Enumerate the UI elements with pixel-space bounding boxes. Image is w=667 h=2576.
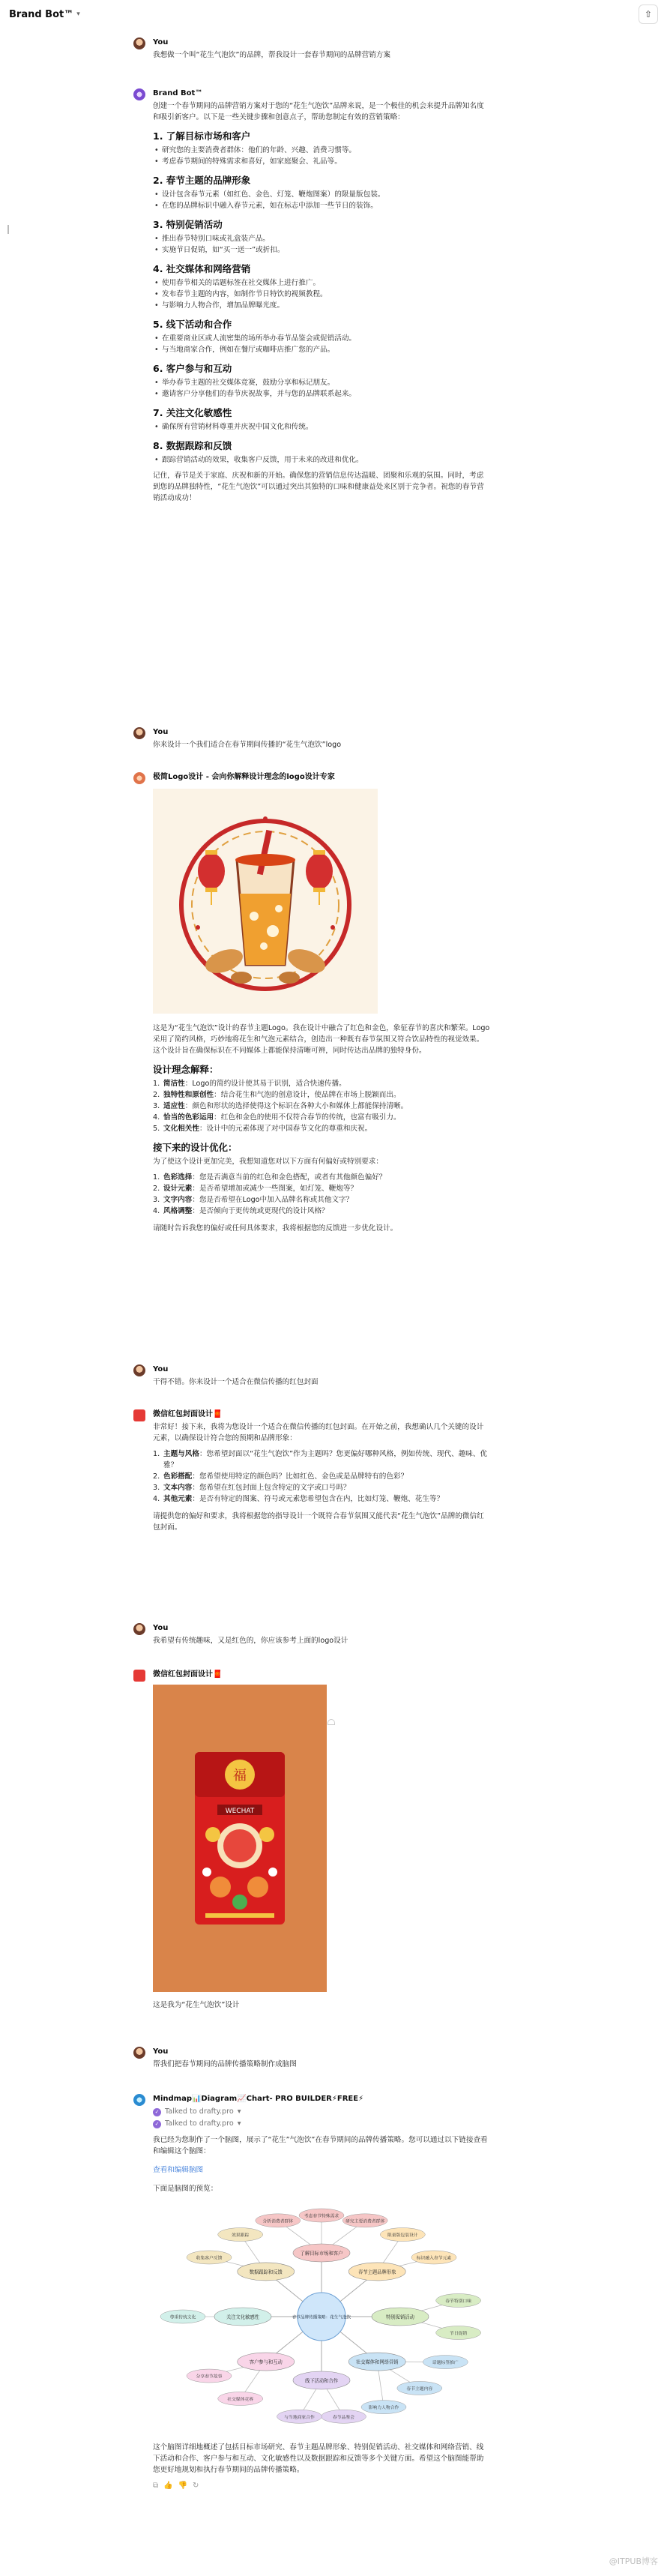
mindmap-leaf-label: 考虑春节特殊需求 [304, 2214, 339, 2219]
list-item: • 研究您的主要消费者群体：他们的年龄、兴趣、消费习惯等。 [153, 145, 490, 156]
next-intro: 为了使这个设计更加完美，我想知道您对以下方面有何偏好或特别要求： [153, 1158, 383, 1166]
sender-name: You [153, 2047, 169, 2056]
mindmap-leaf-label: 效果跟踪 [232, 2233, 250, 2239]
message-text: 干得不错。你来设计一个适合在微信传播的红包封面 [153, 1378, 319, 1386]
list-item [153, 1172, 490, 1183]
caption: 这是我为“花生气泡饮”设计 [153, 2001, 240, 2009]
list-item [153, 1183, 490, 1194]
mindmap-link[interactable]: 查看和编辑脑图 [153, 2166, 204, 2174]
message-body [153, 100, 490, 508]
mindmap-branch-label: 特别促销活动 [386, 2314, 414, 2320]
message-body [153, 2106, 490, 2491]
message-text: 我希望有传统趣味，又是红色的，你应该参考上面的logo设计 [153, 1637, 348, 1645]
section-list [153, 454, 490, 466]
logo-image[interactable] [153, 789, 378, 1014]
list-item [153, 1123, 490, 1134]
message-body [153, 1023, 490, 1239]
mindmap-branch-label: 客户参与和互动 [249, 2359, 283, 2365]
mindmap-branch-label: 关注文化敏感性 [226, 2314, 260, 2320]
red-packet-illustration [153, 1685, 327, 1992]
item-value: ：您是否满意当前的红色和金色搭配，或者有其他颜色偏好？ [192, 1173, 387, 1182]
list-item: • 与影响力人物合作，增加品牌曝光度。 [153, 300, 490, 311]
list-item: • 发布春节主题的内容，如制作节日特饮的视频教程。 [153, 289, 490, 300]
chevron-down-icon[interactable]: ▾ [76, 10, 80, 18]
list-item: • 在您的品牌标识中融入春节元素，如在标志中添加一些节日的装饰。 [153, 200, 490, 211]
outro-text: 记住，春节是关于家庭、庆祝和新的开始。确保您的营销信息传达温暖、团聚和乐观的氛围。同时，考虑到您的品牌独特性，“花生气泡饮”可以通过突出其独特的口味和健康益处来区别于竞争者。祝您的春节营销活动成功！ [153, 472, 484, 502]
concept-heading: 设计理念解释： [153, 1064, 219, 1075]
bot-avatar [133, 2094, 145, 2106]
concept-list [153, 1078, 490, 1134]
check-icon: ✓ [153, 2120, 161, 2128]
item-key: 文字内容 [163, 1196, 193, 1204]
item-value: ：结合花生和气泡的创意设计，使品牌在市场上脱颖而出。 [214, 1091, 401, 1099]
list-item: • 举办春节主题的社交媒体竞赛，鼓励分享和标记朋友。 [153, 377, 490, 388]
sidebar-handle[interactable] [7, 225, 9, 234]
red-packet-brand-text: WECHAT [225, 1808, 255, 1815]
item-value: ：设计中的元素体现了对中国春节文化的尊重和庆祝。 [199, 1125, 372, 1133]
mindmap-branch-label: 了解目标市场和客户 [300, 2251, 343, 2257]
question-list [153, 1172, 490, 1217]
ask-text: 请随时告诉我您的偏好或任何具体要求，我将根据您的反馈进一步优化设计。 [153, 1224, 398, 1233]
sender-name: Mindmap📊Diagram📈Chart- PRO BUILDER⚡FREE⚡ [153, 2095, 364, 2103]
mindmap-leaf-label: 研究主要消费者群体 [345, 2219, 385, 2224]
user-avatar [133, 37, 145, 49]
item-number: 3. [153, 1102, 160, 1110]
item-value: ：您希望封面以“花生气泡饮”作为主题吗？您更偏好哪种风格，例如传统、现代、趣味、优雅？ [163, 1450, 488, 1469]
list-item [153, 1089, 490, 1101]
sender-name: You [153, 1624, 169, 1632]
list-item [153, 1194, 490, 1206]
item-value: ：颜色和形状的选择使得这个标识在各种大小和媒体上都能保持清晰。 [184, 1102, 408, 1110]
item-key: 文本内容 [163, 1484, 193, 1492]
mindmap-center-label: 春节品牌传播策略：花生气泡饮 [292, 2315, 351, 2320]
section-heading: 3. 特别促销活动 [153, 219, 223, 230]
item-key: 独特性和原创性 [163, 1091, 214, 1099]
list-item [153, 1471, 490, 1482]
preview-label: 下面是脑图的预览： [153, 2185, 218, 2193]
mindmap-leaf-label: 春节品鉴会 [332, 2415, 354, 2420]
user-avatar [133, 727, 145, 739]
item-number: 1. [153, 1080, 160, 1088]
item-value: ：是否希望增加或减少一些图案，如灯笼、鞭炮等？ [192, 1185, 358, 1193]
sender-name: Brand Bot™ [153, 89, 203, 97]
bot-avatar [133, 88, 145, 100]
red-packet-image[interactable] [153, 1685, 327, 1992]
item-value: ：是否有特定的图案、符号或元素您希望包含在内，比如灯笼、鞭炮、花生等？ [192, 1495, 444, 1503]
outro-text: 请提供您的偏好和要求，我将根据您的指导设计一个既符合春节氛围又能代表“花生气泡饮”品牌的微信红包封面。 [153, 1512, 484, 1532]
message-body [153, 1421, 490, 1538]
item-value: ：是否倾向于更传统或更现代的设计风格？ [192, 1207, 329, 1215]
item-key: 恰当的色彩运用 [163, 1113, 214, 1122]
sender-name: You [153, 728, 169, 736]
list-item: • 与当地商家合作，例如在餐厅或咖啡店推广您的产品。 [153, 344, 490, 355]
mindmap-leaf-label: 分享春节故事 [196, 2374, 223, 2380]
item-number: 2. [153, 1091, 160, 1099]
list-item: • 确保所有营销材料尊重并庆祝中国文化和传统。 [153, 421, 490, 433]
section-heading: 4. 社交媒体和网络营销 [153, 263, 251, 274]
item-value: ：Logo的简约设计使其易于识别，适合快速传播。 [184, 1080, 346, 1088]
outro-text: 这个脑图详细地概述了包括目标市场研究、春节主题品牌形象、特别促销活动、社交媒体和网络营销、线下活动和合作、客户参与和互动、文化敏感性以及数据跟踪和反馈等多个关键方面。希望这个脑图能帮助您更好地规划和执行春节期间的品牌传播策略。 [153, 2443, 484, 2474]
item-number: 4. [153, 1207, 160, 1215]
check-icon: ✓ [153, 2108, 161, 2116]
item-value: ：您希望使用特定的颜色吗？比如红色、金色或是品牌特有的色彩？ [192, 1472, 408, 1481]
mindmap-image[interactable] [153, 2200, 490, 2433]
list-item [153, 1112, 490, 1123]
bot-avatar [133, 1670, 145, 1682]
item-key: 色彩选择 [163, 1173, 193, 1182]
item-value: ：您希望在红包封面上包含特定的文字或口号吗？ [192, 1484, 351, 1492]
message-text: 我想做一个叫“花生气泡饮”的品牌，帮我设计一套春节期间的品牌营销方案 [153, 51, 390, 59]
mindmap-leaf-label: 分析消费者群体 [262, 2219, 294, 2224]
fu-character: 福 [233, 1768, 247, 1784]
item-key: 风格调整 [163, 1207, 193, 1215]
logo-description: 这是为“花生气泡饮”设计的春节主题Logo。我在设计中融合了红色和金色，象征春节的喜庆和繁荣。Logo采用了简约风格，巧妙地将花生和气泡元素结合，创造出一种既有春节氛围又符合饮品特性的视觉效果。这个设计旨在确保标识在不同媒体上都能保持清晰可辨，同时传达出品牌的独特身份。 [153, 1024, 490, 1055]
mindmap-leaf-label: 收集客户反馈 [196, 2256, 223, 2261]
mindmap-leaf-label: 社交媒体竞赛 [227, 2397, 254, 2402]
sender-name: 微信红包封面设计🧧 [153, 1410, 223, 1418]
list-item [153, 1493, 490, 1505]
mindmap-branch-label: 数据跟踪和反馈 [249, 2269, 283, 2275]
bot-avatar [133, 772, 145, 784]
item-key: 文化相关性 [163, 1125, 199, 1133]
list-item [153, 1078, 490, 1089]
chevron-down-icon: ▾ [237, 2119, 241, 2128]
section-list [153, 377, 490, 400]
item-number: 3. [153, 1196, 160, 1204]
section-heading: 7. 关注文化敏感性 [153, 407, 232, 418]
message-text: 帮我们把春节期间的品牌传播策略制作成脑图 [153, 2060, 297, 2068]
sections [153, 130, 490, 466]
sender-name: 极简Logo设计 - 会向你解释设计理念的logo设计专家 [153, 773, 335, 781]
list-item: • 跟踪营销活动的效果，收集客户反馈，用于未来的改进和优化。 [153, 454, 490, 466]
tool-call-2[interactable]: ✓ Talked to drafty.pro ▾ [153, 2118, 490, 2130]
user-avatar [133, 2047, 145, 2059]
mindmap-branch-label: 线下活动和合作 [304, 2378, 339, 2384]
top-bar [0, 0, 667, 28]
watermark: @ITPUB博客 [609, 2557, 658, 2566]
item-key: 设计元素 [163, 1185, 193, 1193]
list-item [153, 1206, 490, 1217]
mindmap-leaf-label: 限量版包装设计 [387, 2233, 418, 2239]
intro-text: 创建一个春节期间的品牌营销方案对于您的“花生气泡饮”品牌来说，是一个极佳的机会来提升品牌知名度和吸引新客户。以下是一些关键步骤和创意点子，帮助您制定有效的营销策略： [153, 102, 484, 121]
section-list [153, 233, 490, 256]
bot-avatar [133, 1409, 145, 1421]
item-number: 4. [153, 1113, 160, 1122]
item-key: 简洁性 [163, 1080, 185, 1088]
list-item [153, 1482, 490, 1493]
section-list [153, 333, 490, 355]
mindmap-leaf-label: 春节主题内容 [406, 2386, 433, 2392]
section-heading: 1. 了解目标市场和客户 [153, 130, 251, 142]
item-number: 2. [153, 1185, 160, 1193]
intro-text: 非常好！接下来，我将为您设计一个适合在微信传播的红包封面。在开始之前，我想确认几个关键的设计元素，以确保设计符合您的预期和品牌形象： [153, 1423, 484, 1442]
regenerate-icon[interactable]: ↻ [193, 2482, 199, 2490]
user-avatar [133, 1364, 145, 1376]
next-heading: 接下来的设计优化： [153, 1142, 238, 1153]
item-number: 1. [153, 1173, 160, 1182]
list-item [153, 1101, 490, 1112]
sender-name: 微信红包封面设计🧧 [153, 1670, 223, 1679]
mindmap-leaf-label: 影响力人物合作 [368, 2406, 399, 2411]
item-number: 3. [153, 1484, 160, 1492]
item-key: 适应性 [163, 1102, 185, 1110]
thumbs-up-icon[interactable]: 👍 [163, 2482, 173, 2490]
list-item: • 在重要商业区或人流密集的场所举办春节品鉴会或促销活动。 [153, 333, 490, 344]
section-list [153, 145, 490, 167]
tool-call-1[interactable]: ✓ Talked to drafty.pro ▾ [153, 2106, 490, 2118]
share-icon[interactable]: ⇧ [639, 4, 658, 24]
section-heading: 8. 数据跟踪和反馈 [153, 440, 232, 451]
sender-name: You [153, 1365, 169, 1373]
item-key: 其他元素 [163, 1495, 193, 1503]
list-item: • 实施节日促销，如“买一送一”或折扣。 [153, 244, 490, 256]
item-key: 色彩搭配 [163, 1472, 193, 1481]
item-number: 5. [153, 1125, 160, 1133]
mindmap-leaf-label: 尊重传统文化 [169, 2315, 196, 2320]
list-item: • 设计包含春节元素（如红色、金色、灯笼、鞭炮图案）的限量版包装。 [153, 189, 490, 200]
cursor [328, 1719, 335, 1725]
section-list [153, 189, 490, 211]
item-key: 主题与风格 [163, 1450, 199, 1458]
list-item: • 邀请客户分享他们的春节庆祝故事，并与您的品牌联系起来。 [153, 388, 490, 400]
mindmap-branch-label: 社交媒体和网络营销 [355, 2359, 399, 2365]
logo-illustration [153, 789, 378, 1014]
user-avatar [133, 1623, 145, 1635]
app-title[interactable]: Brand Bot™ [9, 8, 74, 20]
list-item: • 推出春节特别口味或礼盒装产品。 [153, 233, 490, 244]
thumbs-down-icon[interactable]: 👎 [178, 2482, 188, 2490]
mindmap-leaf-label: 春节特别口味 [445, 2299, 472, 2304]
section-heading: 5. 线下活动和合作 [153, 319, 232, 330]
list-item: • 考虑春节期间的特殊需求和喜好，如家庭聚会、礼品等。 [153, 156, 490, 167]
message-actions [153, 2480, 490, 2491]
section-heading: 6. 客户参与和互动 [153, 363, 232, 374]
mindmap-svg [153, 2200, 490, 2433]
intro-text: 我已经为您制作了一个脑图，展示了“花生”气泡饮”在春节期间的品牌传播策略。您可以通过以下链接查看和编辑这个脑图： [153, 2136, 488, 2155]
item-number: 1. [153, 1450, 160, 1458]
mindmap-leaf-label: 节日促销 [450, 2332, 468, 2337]
item-value: ：您是否希望在Logo中加入品牌名称或其他文字？ [192, 1196, 354, 1204]
list-item [153, 1448, 490, 1471]
copy-icon[interactable]: ⧉ [153, 2482, 159, 2490]
mindmap-branch-label: 春节主题品牌形象 [358, 2269, 396, 2275]
item-number: 4. [153, 1495, 160, 1503]
message-text: 你来设计一个我们适合在春节期间传播的“花生气泡饮”logo [153, 741, 342, 749]
section-heading: 2. 春节主题的品牌形象 [153, 175, 251, 186]
section-list [153, 277, 490, 311]
list-item: • 使用春节相关的话题标签在社交媒体上进行推广。 [153, 277, 490, 289]
mindmap-leaf-label: 标识融入春节元素 [416, 2256, 452, 2261]
mindmap-leaf-label: 与当地商家合作 [284, 2415, 315, 2420]
mindmap-leaf-label: 话题标签推广 [432, 2361, 459, 2366]
sender-name: You [153, 38, 169, 46]
chevron-down-icon: ▾ [237, 2107, 241, 2116]
item-number: 2. [153, 1472, 160, 1481]
item-value: ：红色和金色的使用不仅符合春节的传统，也富有吸引力。 [214, 1113, 401, 1122]
design-questions [153, 1448, 490, 1505]
section-list [153, 421, 490, 433]
